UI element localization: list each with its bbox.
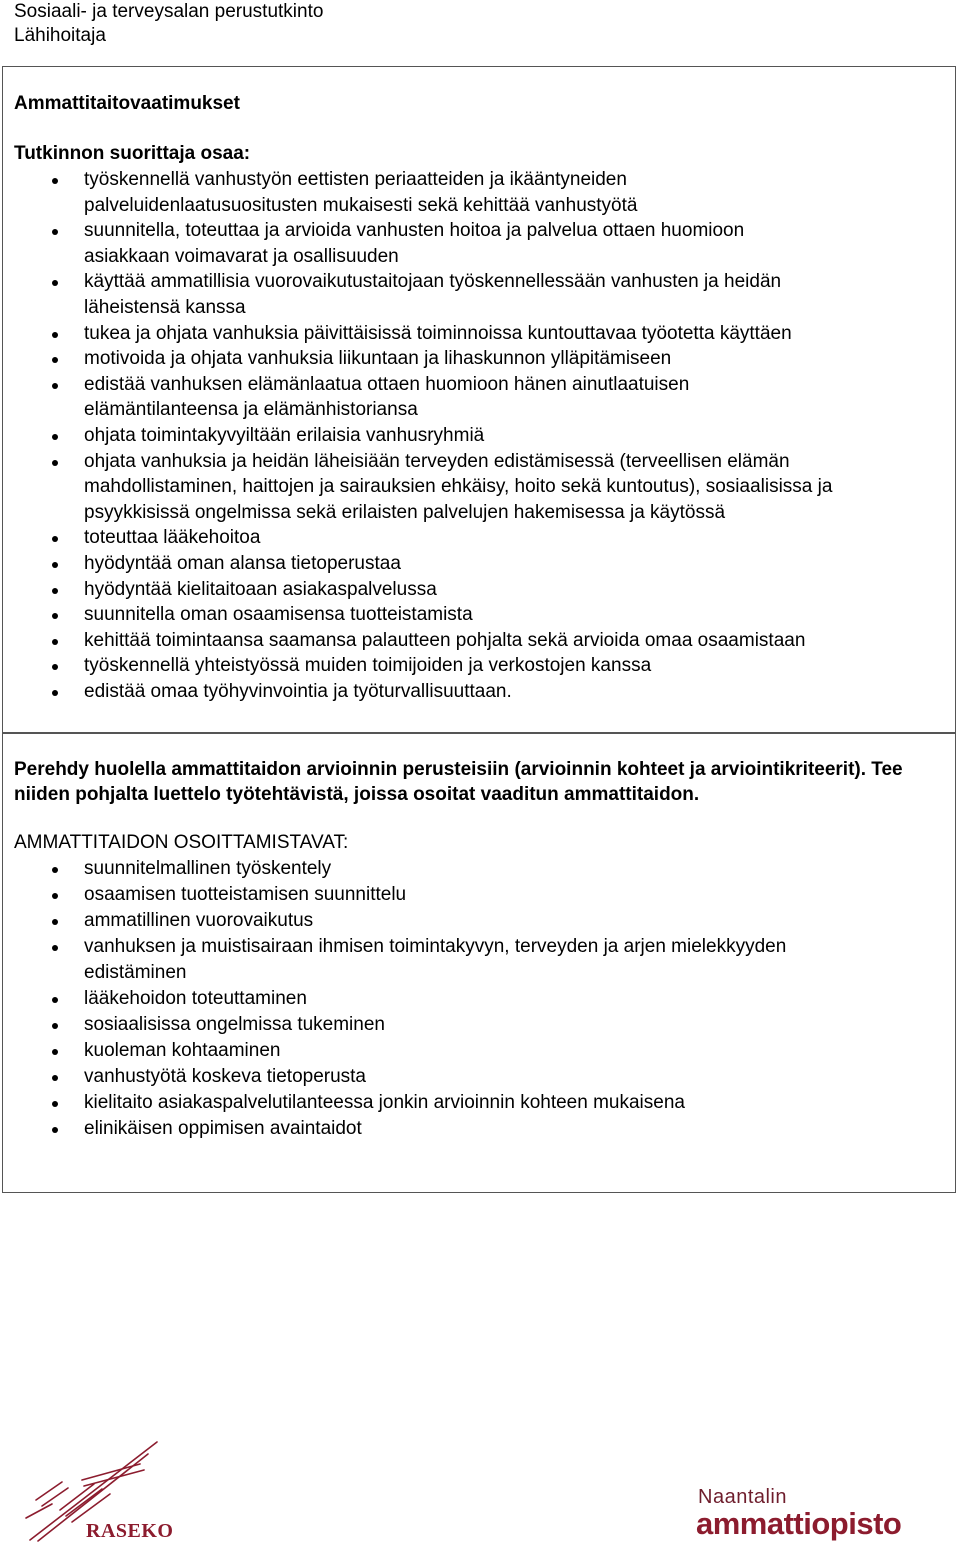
demonstration-item-line: sosiaalisissa ongelmissa tukeminen: [84, 1014, 385, 1035]
demonstration-item-line: kuoleman kohtaaminen: [84, 1040, 281, 1061]
requirement-item-line: kehittää toimintaansa saamansa palautteen pohjalta sekä arvioida omaa osaamistaan: [84, 629, 806, 651]
demonstration-item-line: osaamisen tuotteistamisen suunnittelu: [84, 884, 407, 905]
header-profession: Lähihoitaja: [14, 25, 106, 46]
requirement-item: [14, 269, 945, 320]
demonstration-item-line: edistäminen: [84, 962, 187, 983]
demonstration-item: [14, 882, 945, 908]
requirement-item: [14, 525, 945, 551]
requirements-title: Ammattitaitovaatimukset: [14, 93, 240, 114]
requirements-list: [14, 167, 945, 704]
document-header: [14, 0, 323, 48]
demonstration-item: [14, 1116, 945, 1142]
demonstration-item-line: suunnitelmallinen työskentely: [84, 858, 332, 879]
requirement-item-line: asiakkaan voimavarat ja osallisuuden: [84, 245, 399, 267]
requirement-item-line: ohjata vanhuksia ja heidän läheisiään terveyden edistämisessä (terveellisen elämän: [84, 450, 790, 472]
demonstration-item: [14, 986, 945, 1012]
requirement-item-line: toteuttaa lääkehoitoa: [84, 527, 261, 549]
requirement-item: [14, 602, 945, 628]
demonstration-item: [14, 1064, 945, 1090]
demonstration-item: [14, 908, 945, 934]
requirement-item: [14, 679, 945, 705]
requirement-item: [14, 551, 945, 577]
requirement-item: [14, 321, 945, 347]
requirement-item-line: hyödyntää kielitaitoaan asiakaspalvelussa: [84, 578, 437, 600]
instruction-text: Perehdy huolella ammattitaidon arvioinnin perusteisiin (arvioinnin kohteet ja arviointikriteerit). Tee niiden pohjalta luettelo työtehtävistä, joissa osoitat vaaditun ammattitaidon.: [14, 759, 903, 805]
requirement-item-line: suunnitella, toteuttaa ja arvioida vanhusten hoitoa ja palvelua ottaen huomioon: [84, 220, 745, 242]
demonstration-item: [14, 934, 945, 986]
demonstration-item: [14, 1038, 945, 1064]
requirement-item: [14, 653, 945, 679]
requirement-item-line: psyykkisissä ongelmissa sekä erilaisten palvelujen hakemisessa ja käytössä: [84, 501, 726, 523]
requirement-item-line: ohjata toimintakyvyiltään erilaisia vanhusryhmiä: [84, 424, 485, 446]
requirements-box: [2, 66, 956, 734]
requirement-item-line: työskennellä yhteistyössä muiden toimijoiden ja verkostojen kanssa: [84, 655, 652, 677]
requirement-item: [14, 423, 945, 449]
requirement-item-line: työskennellä vanhustyön eettisten periaatteiden ja ikääntyneiden: [84, 169, 627, 190]
requirement-item-line: hyödyntää oman alansa tietoperustaa: [84, 552, 401, 574]
demonstration-item: [14, 856, 945, 882]
demonstration-item: [14, 1090, 945, 1116]
requirement-item-line: tukea ja ohjata vanhuksia päivittäisissä toiminnoissa kuntouttavaa työotetta käyttäen: [84, 322, 792, 344]
demonstration-item: [14, 1012, 945, 1038]
demonstration-item-line: vanhuksen ja muistisairaan ihmisen toimintakyvyn, terveyden ja arjen mielekkyyden: [84, 936, 787, 957]
requirement-item-line: mahdollistaminen, haittojen ja sairauksien ehkäisy, hoito sekä kuntoutus), sosiaalisissa ja: [84, 476, 833, 498]
requirement-item: [14, 346, 945, 372]
requirement-item-line: elämäntilanteensa ja elämänhistoriansa: [84, 399, 418, 421]
demonstration-list: [14, 856, 945, 1142]
requirement-item-line: läheistensä kanssa: [84, 296, 246, 318]
raseko-logo-text: RASEKO: [86, 1520, 174, 1542]
raseko-logo: [22, 1440, 192, 1546]
requirements-subtitle: Tutkinnon suorittaja osaa:: [14, 143, 251, 164]
requirement-item: [14, 167, 945, 218]
requirement-item-line: edistää vanhuksen elämänlaatua ottaen huomioon hänen ainutlaatuisen: [84, 373, 690, 395]
requirement-item: [14, 372, 945, 423]
demonstration-item-line: kielitaito asiakaspalvelutilanteessa jonkin arvioinnin kohteen mukaisena: [84, 1092, 685, 1113]
requirement-item-line: suunnitella oman osaamisensa tuotteistamista: [84, 604, 473, 626]
demonstration-title: AMMATTITAIDON OSOITTAMISTAVAT:: [14, 832, 349, 853]
requirement-item: [14, 628, 945, 654]
naantalin-ammattiopisto-logo: [696, 1486, 926, 1546]
demonstration-item-line: vanhustyötä koskeva tietoperusta: [84, 1066, 367, 1087]
requirement-item-line: edistää omaa työhyvinvointia ja työturvallisuuttaan.: [84, 680, 512, 702]
requirement-item-line: motivoida ja ohjata vanhuksia liikuntaan ja lihaskunnon ylläpitämiseen: [84, 348, 672, 370]
requirement-item-line: käyttää ammatillisia vuorovaikutustaitojaan työskennellessään vanhusten ja heidän: [84, 271, 782, 293]
demonstration-item-line: lääkehoidon toteuttaminen: [84, 988, 307, 1009]
requirement-item: [14, 218, 945, 269]
logo-line-naantalin: Naantalin: [698, 1486, 788, 1508]
demonstration-item-line: elinikäisen oppimisen avaintaidot: [84, 1118, 362, 1139]
logo-line-ammattiopisto: ammattiopisto: [696, 1506, 902, 1541]
demonstration-item-line: ammatillinen vuorovaikutus: [84, 910, 314, 931]
requirement-item: [14, 449, 945, 526]
requirement-item: [14, 577, 945, 603]
header-degree: Sosiaali- ja terveysalan perustutkinto: [14, 1, 324, 22]
requirement-item-line: palveluidenlaatusuositusten mukaisesti sekä kehittää vanhustyötä: [84, 194, 638, 216]
demonstration-box: [2, 732, 956, 1193]
